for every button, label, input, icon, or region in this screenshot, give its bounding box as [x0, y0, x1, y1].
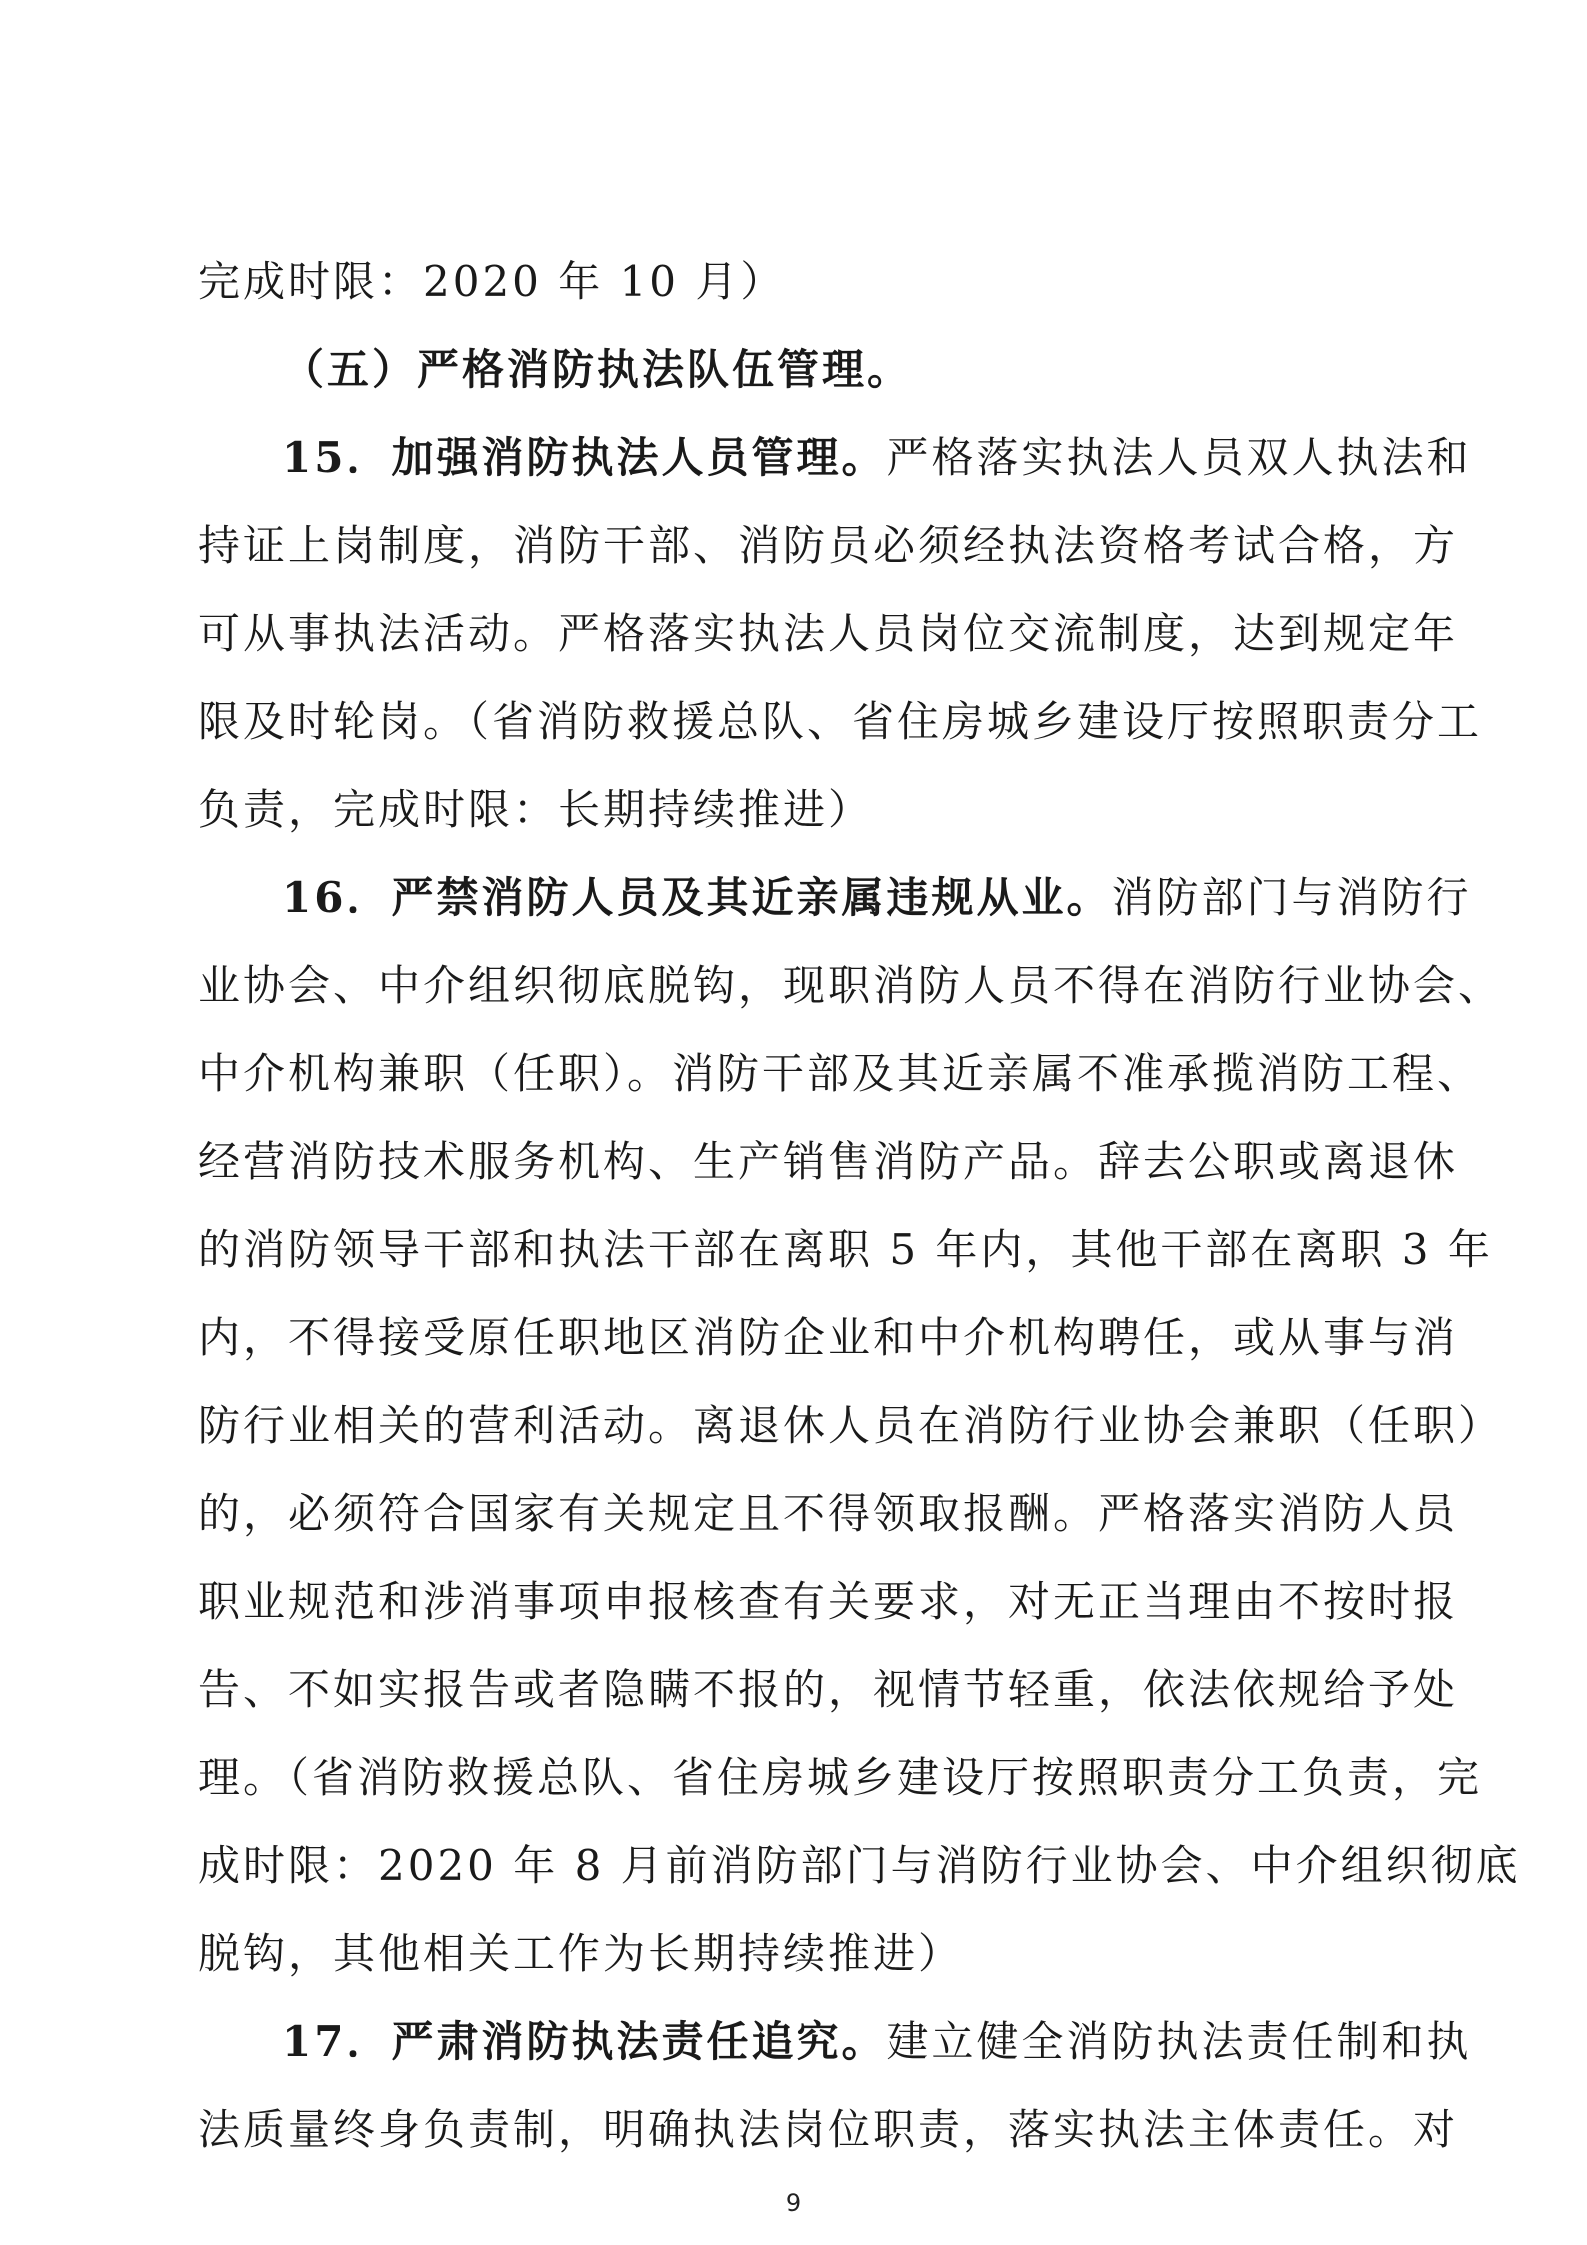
- paragraph-16-first-line: [282, 868, 1472, 928]
- paragraph-15-line: 限及时轮岗。（省消防救援总队、省住房城乡建设厅按照职责分工: [198, 697, 1483, 746]
- paragraph-16-line: 中介机构兼职（任职）。消防干部及其近亲属不准承揽消防工程、: [198, 1049, 1483, 1098]
- paragraph-17-line: 法质量终身负责制，明确执法岗位职责，落实执法主体责任。对: [198, 2105, 1459, 2154]
- paragraph-16-line: 脱钩，其他相关工作为长期持续推进）: [198, 1929, 964, 1978]
- continued-line: 完成时限：2020 年 10 月）: [198, 257, 786, 306]
- paragraph-16-line: 经营消防技术服务机构、生产销售消防产品。辞去公职或离退休: [198, 1137, 1459, 1186]
- paragraph-15-line: 负责，完成时限：长期持续推进）: [198, 785, 874, 834]
- paragraph-15-line: 持证上岗制度，消防干部、消防员必须经执法资格考试合格，方: [198, 521, 1459, 570]
- paragraph-16-line: 成时限：2020 年 8 月前消防部门与消防行业协会、中介组织彻底: [198, 1841, 1521, 1890]
- paragraph-16-title: 16．严禁消防人员及其近亲属违规从业。: [282, 873, 1112, 922]
- paragraph-17-first-line: [282, 2012, 1472, 2072]
- paragraph-16-line: 的消防领导干部和执法干部在离职 5 年内，其他干部在离职 3 年: [198, 1225, 1493, 1274]
- paragraph-15-text: 严格落实执法人员双人执法和: [886, 433, 1472, 482]
- paragraph-16-line: 告、不如实报告或者隐瞒不报的，视情节轻重，依法依规给予处: [198, 1665, 1459, 1714]
- paragraph-16-line: 业协会、中介组织彻底脱钩，现职消防人员不得在消防行业协会、: [198, 961, 1504, 1010]
- paragraph-16-line: 防行业相关的营利活动。离退休人员在消防行业协会兼职（任职）: [198, 1401, 1504, 1450]
- paragraph-17-title: 17．严肃消防执法责任追究。: [282, 2017, 887, 2066]
- paragraph-16-line: 理。（省消防救援总队、省住房城乡建设厅按照职责分工负责，完: [198, 1753, 1483, 1802]
- paragraph-15-title: 15．加强消防执法人员管理。: [282, 433, 887, 482]
- paragraph-15-first-line: [282, 428, 1472, 488]
- paragraph-16-line: 的，必须符合国家有关规定且不得领取报酬。严格落实消防人员: [198, 1489, 1459, 1538]
- paragraph-15-line: 可从事执法活动。严格落实执法人员岗位交流制度，达到规定年: [198, 609, 1459, 658]
- paragraph-16-text: 消防部门与消防行: [1111, 873, 1472, 922]
- paragraph-17-text: 建立健全消防执法责任制和执: [886, 2017, 1472, 2066]
- paragraph-16-line: 职业规范和涉消事项申报核查有关要求，对无正当理由不按时报: [198, 1577, 1459, 1626]
- section-heading: （五）严格消防执法队伍管理。: [282, 345, 913, 394]
- paragraph-16-line: 内，不得接受原任职地区消防企业和中介机构聘任，或从事与消: [198, 1313, 1459, 1362]
- page-number: 9: [785, 2189, 802, 2217]
